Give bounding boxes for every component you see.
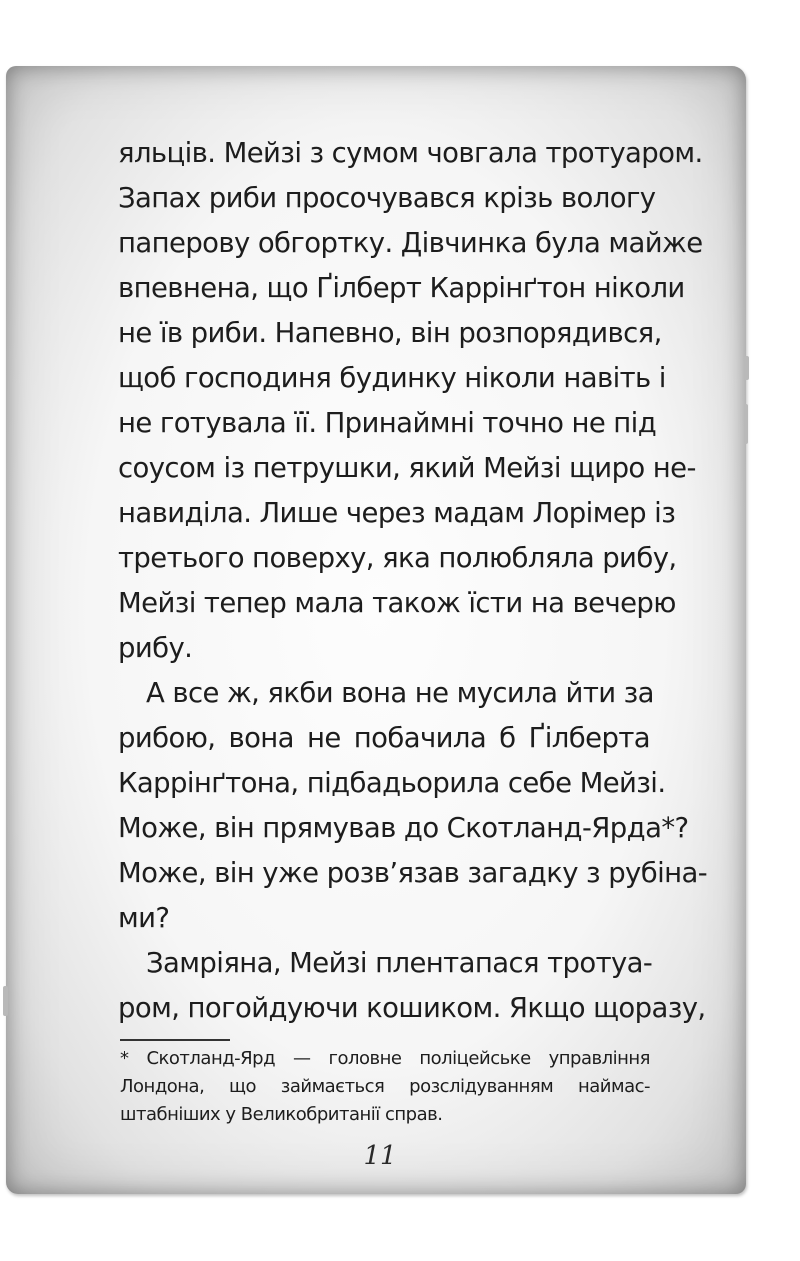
footnote-rule	[120, 1039, 230, 1041]
text-line: ром, погойдуючи кошиком. Якщо щоразу,	[118, 992, 706, 1024]
text-line: не їв риби. Напевно, він розпорядився,	[118, 317, 662, 349]
footnote-line: штабніших у Великобританії справ.	[120, 1104, 443, 1125]
text-line: рибу.	[118, 632, 193, 664]
text-line: впевнена, що Ґілберт Каррінґтон ніколи	[118, 272, 685, 304]
text-line: Замріяна, Мейзі плентапася тротуа-	[146, 947, 653, 979]
text-line: соусом із петрушки, який Мейзі щиро не-	[118, 452, 696, 484]
footnote-line: Лондона, що займається розслідуванням наймас-	[120, 1076, 650, 1097]
text-line: Запах риби просочувався крізь вологу	[118, 182, 656, 214]
text-line: паперову обгортку. Дівчинка була майже	[118, 227, 703, 259]
text-line: не готувала її. Принаймні точно не під	[118, 407, 657, 439]
paper-edge-mark	[744, 404, 748, 444]
footnote-line: * Скотланд-Ярд — головне поліцейське управління	[120, 1048, 650, 1069]
paper-edge-mark	[744, 356, 749, 380]
text-line: навиділа. Лише через мадам Лорімер із	[118, 497, 676, 529]
text-line: Може, він уже розв’язав загадку з рубіна-	[118, 857, 708, 889]
text-line: яльців. Мейзі з сумом човгала тротуаром.	[118, 137, 703, 169]
text-line: рибою, вона не побачила б Ґілберта	[118, 722, 650, 754]
page-number: 11	[363, 1141, 397, 1171]
body-text	[118, 133, 708, 1033]
text-line: ми?	[118, 902, 170, 934]
text-line: Може, він прямував до Скотланд-Ярда*?	[118, 812, 689, 844]
text-line: Мейзі тепер мала також їсти на вечерю	[118, 587, 676, 619]
paper-edge-mark	[3, 986, 8, 1016]
text-line: щоб господиня будинку ніколи навіть і	[118, 362, 666, 394]
text-line: третього поверху, яка полюбляла рибу,	[118, 542, 677, 574]
text-line: А все ж, якби вона не мусила йти за	[146, 677, 654, 709]
text-line: Каррінґтона, підбадьорила себе Мейзі.	[118, 767, 666, 799]
